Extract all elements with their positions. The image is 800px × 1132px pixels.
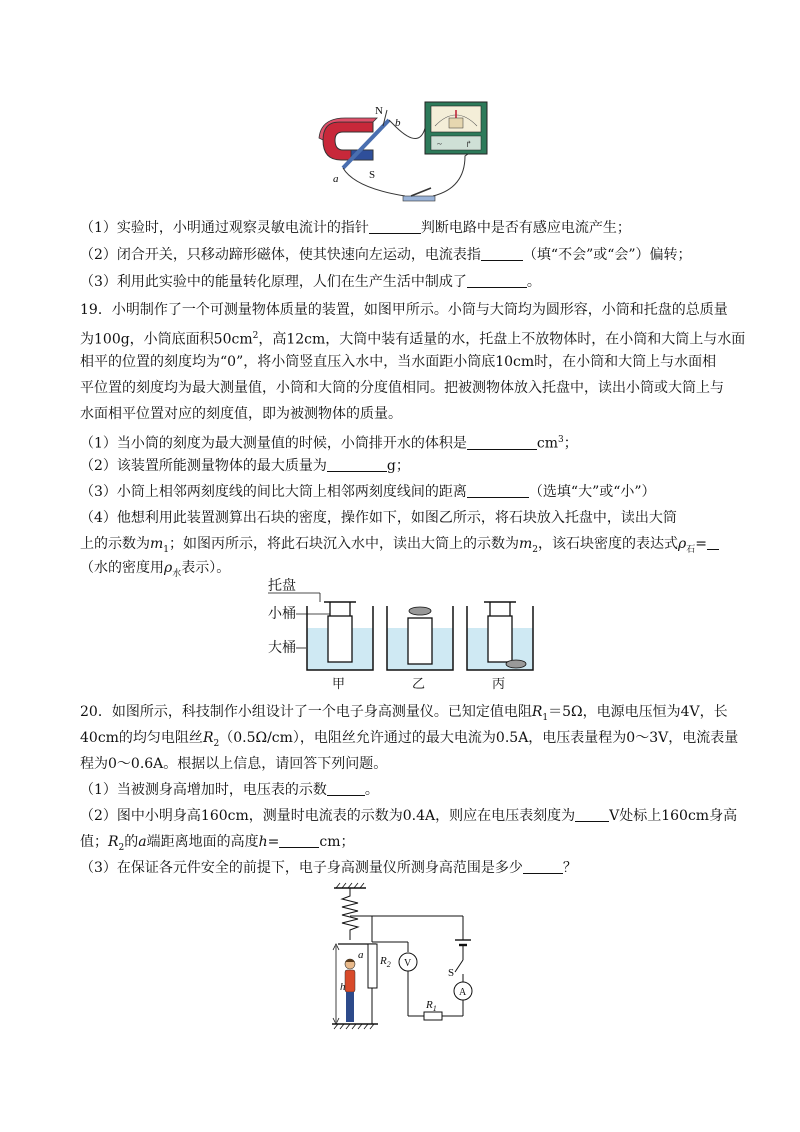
density-measuring-device-figure (258, 576, 548, 692)
q19-stem-line3: 相平的位置的刻度均为“0”，将小筒竖直压入水中，当水面距小筒底10cm时，在小筒和大筒上与水面相 (80, 354, 717, 370)
container-bing (467, 602, 533, 670)
person-xiaoming (345, 959, 355, 1022)
q20-stem-line2: 40cm的均匀电阻丝$R_2(0.5\Omega/cm)$，电阻丝允许通过的最大电流为0.5A，电压表量程为0～3V，电流表量 (80, 730, 739, 749)
q20-stem-line3: 程为0～0.6A。根据以上信息，请回答下列问题。 (80, 756, 388, 772)
q20-part3: （3）在保证各元件安全的前提下，电子身高测量仪所测身高范围是多少 ？ (80, 860, 577, 876)
label-bing: 丙 (492, 676, 506, 691)
switch (403, 196, 435, 201)
container-yi (387, 606, 453, 670)
rod-end-a: a (333, 173, 339, 185)
resistor-r1 (424, 1012, 442, 1020)
label-v: V (404, 958, 412, 969)
label-yi: 乙 (412, 676, 426, 691)
q19-part2: （2）该装置所能测量物体的最大质量为 g； (80, 458, 410, 474)
spring (342, 888, 358, 940)
label-r2: $R_2$ (380, 955, 391, 969)
q18-part1: （1）实验时，小明通过观察灵敏电流计的指针 判断电路中是否有感应电流产生； (80, 220, 631, 236)
svg-text:↱: ↱ (465, 139, 473, 149)
label-jia: 甲 (332, 676, 346, 691)
answer-blank[interactable] (467, 483, 529, 498)
label-h: h (340, 981, 346, 993)
label-big-bucket: 大桶 (268, 641, 296, 656)
q19-stem-line1: 19．小明制作了一个可测量物体质量的装置，如图甲所示。小筒与大筒均为圆形容，小筒和托盘的总质量 (80, 302, 728, 318)
q19-stem-line5: 水面相平位置对应的刻度值，即为被测物体的质量。 (80, 406, 402, 422)
label-r1: $R_1$ (426, 999, 437, 1013)
q20-part1: （1）当被测身高增加时，电压表的示数 。 (80, 782, 379, 798)
container-jia (307, 602, 373, 670)
label-tray: 托盘 (268, 579, 296, 594)
answer-blank[interactable] (467, 435, 537, 450)
magnet-pole-s: S (369, 169, 376, 181)
q20-part2-line2: 值；$R_2$的a端距离地面的高度h= cm； (80, 834, 355, 853)
answer-blank[interactable] (523, 859, 563, 874)
q20-stem-line1: 20．如图所示，科技制作小组设计了一个电子身高测量仪。已知定值电阻$R_1=5\Omega$，电源电压恒为4V，长 (80, 704, 728, 723)
q19-part3: （3）小筒上相邻两刻度线的间比大筒上相邻两刻度线间的距离 （选填“大”或“小”） (80, 484, 656, 500)
answer-blank[interactable] (467, 273, 527, 288)
rod-end-b: b (395, 117, 401, 129)
q19-part4-line2: 上的示数为$m_1$；如图丙所示，将此石块沉入水中，读出大筒上的示数为$m_2$，该石块密度的表达式$\rho_石=$ (80, 534, 719, 560)
switch-s (455, 960, 463, 972)
svg-text:~: ~ (437, 139, 442, 149)
magnet-pole-n: N (375, 105, 383, 117)
answer-blank[interactable] (279, 833, 319, 848)
q20-part2-line1: （2）图中小明身高160cm，测量时电流表的示数为0.4A，则应在电压表刻度为 V处标上160cm身高 (80, 808, 738, 824)
height-meter-circuit-figure (328, 882, 488, 1032)
q19-stem-line4: 平位置的刻度均为最大测量值，小筒和大筒的分度值相同。把被测物体放入托盘中，读出小筒或大筒上与 (80, 380, 724, 396)
q19-part4-line3: （水的密度用$\rho_水$表示）。 (80, 560, 231, 579)
answer-blank[interactable] (327, 457, 387, 472)
answer-blank[interactable] (327, 781, 365, 796)
label-s: S (448, 967, 455, 979)
q18-part3: （3）利用此实验中的能量转化原理，人们在生产生活中制成了 。 (80, 274, 541, 290)
answer-blank[interactable] (575, 807, 609, 822)
label-a: a (358, 949, 364, 961)
label-small-bucket: 小桶 (268, 607, 296, 622)
answer-blank[interactable] (369, 219, 421, 234)
q19-stem-line2: 为100g，小筒底面积$50cm^2$，高12cm，大筒中装有适量的水，托盘上不放物体时，在小筒和大筒上与水面 (80, 331, 746, 348)
answer-blank[interactable] (481, 246, 523, 261)
electromagnetic-induction-figure (315, 96, 515, 216)
q19-part1: （1）当小筒的刻度为最大测量值的时候，小筒排开水的体积是 $cm^3$； (80, 435, 578, 452)
label-ammeter-a: A (459, 987, 467, 998)
q19-part4-line1: （4）他想利用此装置测算出石块的密度，操作如下，如图乙所示，将石块放入托盘中，读出大筒 (80, 510, 677, 526)
answer-blank[interactable] (707, 535, 719, 550)
q18-part2: （2）闭合开关，只移动蹄形磁体，使其快速向左运动，电流表指 （填“不会”或“会”）偏转； (80, 247, 692, 263)
resistor-r2 (368, 944, 377, 988)
